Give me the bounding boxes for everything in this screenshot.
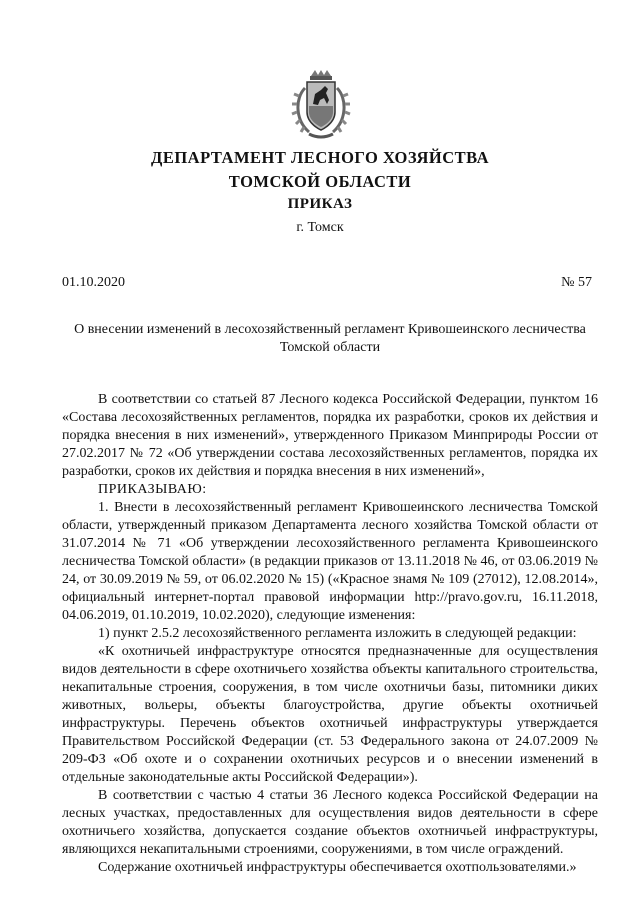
paragraph-quote-1: «К охотничьей инфраструктуре относятся предназначенные для осуществления видов деятельности в сфере охотничьего хозяйства объекты капитального строительства, некапитальные строения, сооружения, в том числе охотничьи базы, питомники диких животных, вольеры, объекты благоустройства, другие объекты охотничьей инфраструктуры. Перечень объектов охотничьей инфраструктуры утверждается Правительством Российской Федерации (ст. 53 Федерального закона от 24.07.2009 № 209-ФЗ «Об охоте и о сохранении охотничьих ресурсов и о внесении изменений в отдельные законодательные акты Российской Федерации»). <box>62 644 598 785</box>
paragraph-preamble: В соответствии со статьей 87 Лесного кодекса Российской Федерации, пунктом 16 «Состава лесохозяйственных регламентов, порядка их разработки, сроков их действия и порядка внесения в них изменений», утвержденного Приказом Минприроды России от 27.02.2017 № 72 «Об утверждении состава лесохозяйственных регламентов, порядка их разработки, сроков их действия и порядка внесения в них изменений», <box>62 392 598 479</box>
coat-of-arms-icon <box>291 70 351 142</box>
paragraph-quote-2: В соответствии с частью 4 статьи 36 Лесного кодекса Российской Федерации на лесных участках, предоставленных для осуществления видов деятельности в сфере охотничьего хозяйства, допускается создание объектов охотничьей инфраструктуры, являющихся некапитальными строениями, сооружениями, в том числе ограждений. <box>62 788 598 857</box>
document-body <box>62 391 598 877</box>
document-date: 01.10.2020 <box>62 275 125 290</box>
paragraph-quote-3: Содержание охотничьей инфраструктуры обеспечивается охотпользователями.» <box>98 860 577 875</box>
paragraph-subitem-1: 1) пункт 2.5.2 лесохозяйственного регламента изложить в следующей редакции: <box>98 626 577 641</box>
document-number: № 57 <box>561 275 592 290</box>
paragraph-item-1: 1. Внести в лесохозяйственный регламент Кривошеинского лесничества Томской области, утвержденный приказом Департамента лесного хозяйства Томской области от 31.07.2014 № 71 «Об утверждении лесохозяйственного регламента Кривошеинского лесничества Томской области» (в редакции приказов от 13.11.2018 № 46, от 03.06.2019 № 24, от 30.09.2019 № 59, от 06.02.2020 № 15) («Красное знамя № 109 (27012), 12.08.2014», официальный интернет-портал правовой информации http://pravo.gov.ru, 16.11.2018, 04.06.2019, 01.10.2019, 10.02.2020), следующие изменения: <box>62 500 598 623</box>
organization-name-line2: ТОМСКОЙ ОБЛАСТИ <box>228 172 412 191</box>
organization-name-line1: ДЕПАРТАМЕНТ ЛЕСНОГО ХОЗЯЙСТВА <box>150 148 489 167</box>
order-word: ПРИКАЗЫВАЮ: <box>98 482 207 497</box>
document-type: ПРИКАЗ <box>287 196 353 212</box>
document-subject: О внесении изменений в лесохозяйственный регламент Кривошеинского лесничества Томской области <box>74 322 586 355</box>
city: г. Томск <box>296 220 344 235</box>
